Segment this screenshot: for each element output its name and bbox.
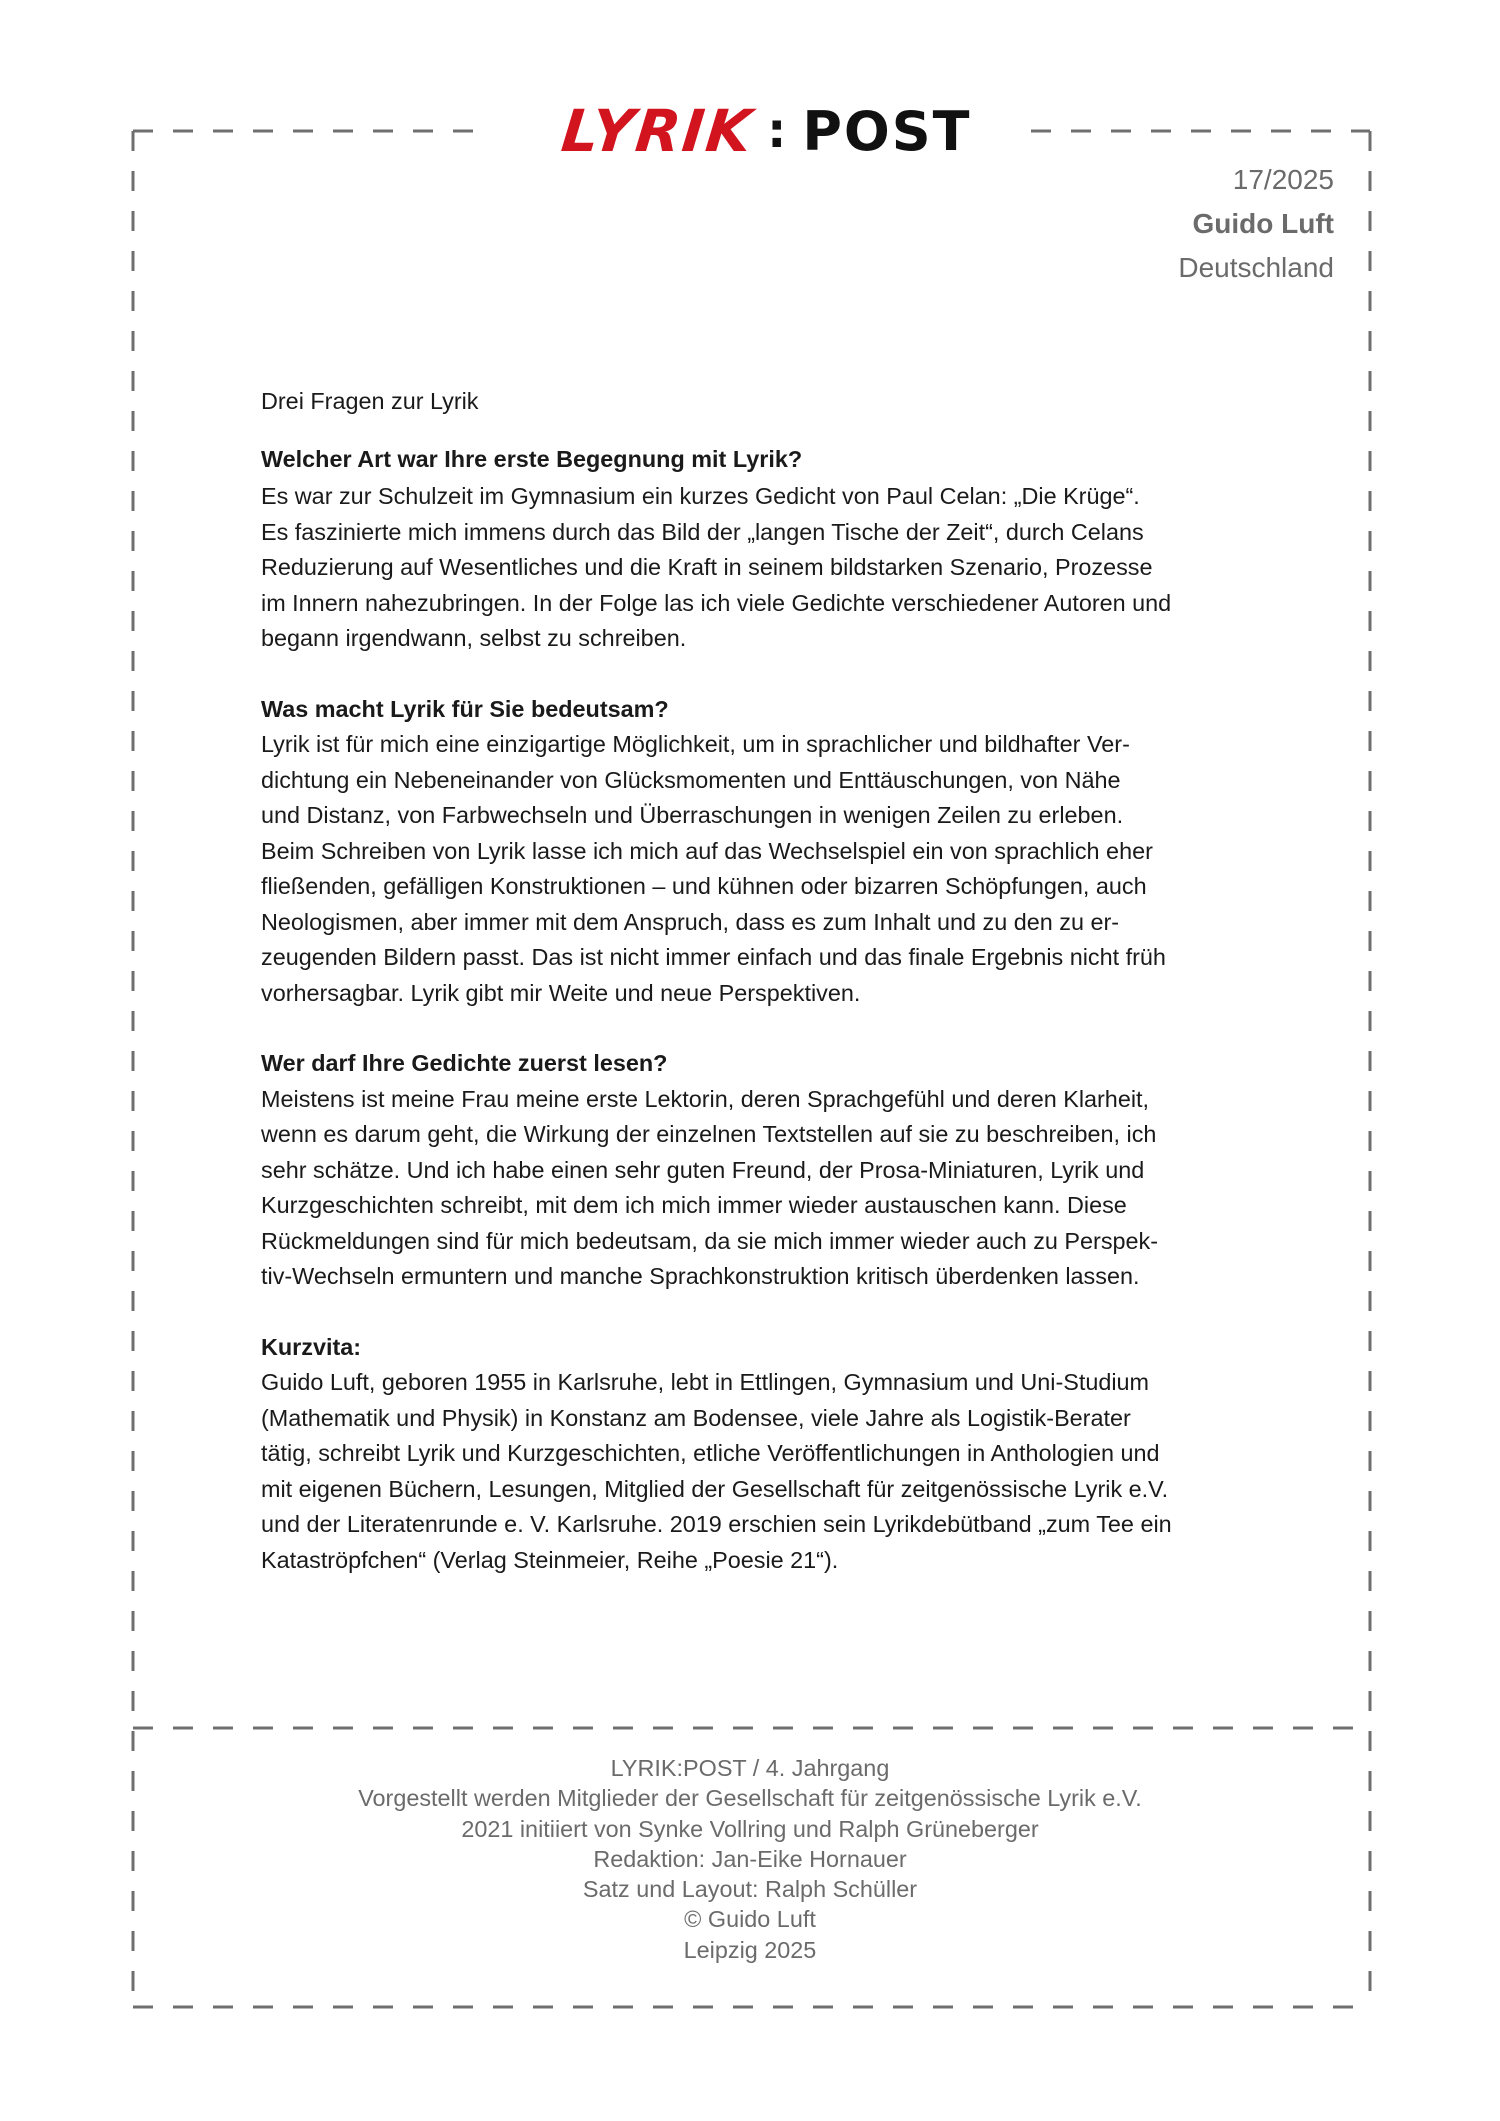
issue-meta <box>1178 158 1334 290</box>
logo-post-text: POST <box>802 99 972 163</box>
logo-lyrik-text: LYRIK <box>558 97 757 165</box>
footer-line-copyright: © Guido Luft <box>684 1906 816 1933</box>
author-name: Guido Luft <box>1192 208 1334 239</box>
footer-line-editor: Redaktion: Jan-Eike Hornauer <box>593 1845 907 1872</box>
author-country: Deutschland <box>1178 252 1334 283</box>
question-2: Was macht Lyrik für Sie bedeutsam? <box>261 695 669 722</box>
article-body <box>261 384 1261 1613</box>
kurzvita-heading: Kurzvita: <box>261 1333 362 1360</box>
brand-logo <box>558 96 972 166</box>
answer-3: Meistens ist meine Frau meine erste Lektorin, deren Sprachgefühl und deren Klarheit, wenn es darum geht, die Wirkung der einzelnen Textstellen auf sie zu beschreiben, ich sehr schätze. Und ich habe einen sehr guten Freund, der Prosa-Miniaturen, Lyrik und Kurzgeschichten schreibt, mit dem ich mich immer wieder austauschen kann. Diese Rückmeldungen sind für mich bedeutsam, da sie mich immer wieder auch zu Perspek- tiv-Wechseln ermuntern und manche Sprachkonstruktion kritisch überdenken lassen. <box>261 1085 1159 1289</box>
answer-2: Lyrik ist für mich eine einzigartige Möglichkeit, um in sprachlicher und bildhafter Ver- dichtung ein Nebeneinander von Glücksmomenten und Enttäuschungen, von Nähe und Distanz, von Farbwechseln und Überraschungen in wenigen Zeilen zu erleben. Beim Schreiben von Lyrik lasse ich mich auf das Wechselspiel ein von sprachlich eher fließenden, gefälligen Konstruktionen – und kühnen oder bizarren Schöpfungen, auch Neologismen, aber immer mit dem Anspruch, dass es zum Inhalt und zu den zu er- zeugenden Bildern passt. Das ist nicht immer einfach und das finale Ergebnis nicht früh vorhersagbar. Lyrik gibt mir Weite und neue Perspektiven. <box>261 731 1166 1006</box>
footer-line-initiated: 2021 initiiert von Synke Vollring und Ralph Grüneberger <box>461 1815 1039 1842</box>
kurzvita-text: Guido Luft, geboren 1955 in Karlsruhe, lebt in Ettlingen, Gymnasium und Uni-Studium (Mathematik und Physik) in Konstanz am Bodensee, viele Jahre als Logistik-Berater tätig, schreibt Lyrik und Kurzgeschichten, etliche Veröffentlichungen in Anthologien und mit eigenen Büchern, Lesungen, Mitglied der Gesellschaft für zeitgenössische Lyrik e.V. und der Literatenrunde e. V. Karlsruhe. 2019 erschien sein Lyrikdebütband „zum Tee ein Kataströpfchen“ (Verlag Steinmeier, Reihe „Poesie 21“). <box>261 1369 1172 1573</box>
question-3: Wer darf Ihre Gedichte zuerst lesen? <box>261 1050 668 1076</box>
issue-number: 17/2025 <box>1232 164 1334 195</box>
intro-heading: Drei Fragen zur Lyrik <box>261 388 479 414</box>
footer-line-description: Vorgestellt werden Mitglieder der Gesellschaft für zeitgenössische Lyrik e.V. <box>358 1785 1142 1812</box>
answer-1: Es war zur Schulzeit im Gymnasium ein kurzes Gedicht von Paul Celan: „Die Krüge“. Es faszinierte mich immens durch das Bild der „langen Tische der Zeit“, durch Celans Reduzierung auf Wesentliches und die Kraft in seinem bildstarken Szenario, Prozesse im Innern nahezubringen. In der Folge las ich viele Gedichte verschiedener Autoren und begann irgendwann, selbst zu schreiben. <box>261 483 1172 651</box>
logo-separator: : <box>767 103 787 159</box>
footer-line-series: LYRIK:POST / 4. Jahrgang <box>610 1755 890 1781</box>
question-1: Welcher Art war Ihre erste Begegnung mit Lyrik? <box>261 445 803 472</box>
footer-colophon <box>0 1753 1500 1965</box>
footer-line-place-year: Leipzig 2025 <box>683 1936 817 1963</box>
footer-line-layout: Satz und Layout: Ralph Schüller <box>582 1876 918 1903</box>
